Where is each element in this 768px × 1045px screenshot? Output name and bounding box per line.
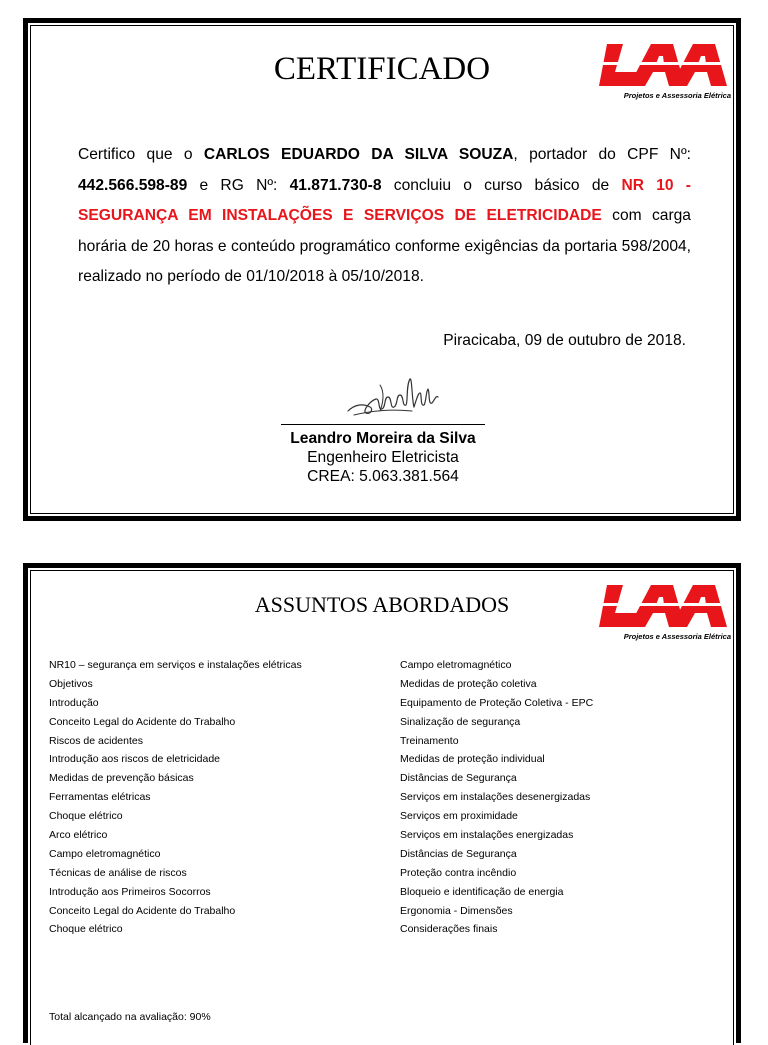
list-item: Campo eletromagnético [49, 847, 161, 860]
list-item: Técnicas de análise de riscos [49, 866, 187, 879]
signature-line [281, 424, 485, 425]
list-item: Considerações finais [400, 923, 498, 936]
logo-subtitle: Projetos e Assessoria Elétrica [623, 632, 731, 641]
signer-role: Engenheiro Eletricista [307, 449, 459, 466]
list-item: Treinamento [400, 734, 459, 747]
list-item: Conceito Legal do Acidente do Trabalho [49, 715, 236, 728]
evaluation-total: Total alcançado na avaliação: 90% [49, 1011, 211, 1023]
list-item: Serviços em instalações desenergizadas [400, 791, 591, 804]
signer-name: Leandro Moreira da Silva [290, 430, 476, 447]
list-item: Serviços em instalações energizadas [400, 829, 574, 842]
list-item: Sinalização de segurança [400, 715, 521, 728]
list-item: Ergonomia - Dimensões [400, 904, 513, 917]
list-item: Equipamento de Proteção Coletiva - EPC [400, 696, 594, 709]
list-item: Choque elétrico [49, 810, 123, 823]
body-text-5: com carga horária de 20 horas e conteúdo programático conforme exigências da portaria 598/2004, realizado no período de 01/10/2018 à 05/10/2018. [78, 207, 691, 285]
topics-card [23, 563, 741, 1043]
list-item: Arco elétrico [49, 829, 108, 842]
topics-list-left [49, 656, 302, 939]
cpf-number: 442.566.598-89 [78, 176, 188, 194]
list-item: Serviços em proximidade [400, 810, 518, 823]
list-item: Campo eletromagnético [400, 659, 512, 671]
list-item: Ferramentas elétricas [49, 791, 151, 804]
topics-list-right [400, 656, 593, 939]
participant-name: CARLOS EDUARDO DA SILVA SOUZA [203, 146, 514, 163]
rg-number: 41.871.730-8 [289, 176, 382, 194]
list-item: Introdução aos Primeiros Socorros [49, 885, 211, 898]
list-item: Introdução [49, 696, 99, 709]
list-item: Choque elétrico [49, 923, 123, 936]
certificate-card [23, 18, 741, 521]
list-item: Medidas de prevenção básicas [49, 772, 194, 785]
body-text-1: Certifico que o [78, 146, 204, 163]
certificate-body [78, 140, 691, 293]
body-text-3: e RG Nº: [187, 176, 290, 194]
signature-icon [340, 371, 444, 423]
list-item: Distâncias de Segurança [400, 847, 517, 860]
list-item: Medidas de proteção coletiva [400, 677, 537, 690]
list-item: Riscos de acidentes [49, 734, 143, 747]
body-text-4: concluiu o curso básico de [381, 176, 622, 194]
list-item: Medidas de proteção individual [400, 753, 545, 766]
list-item: NR10 – segurança em serviços e instalações elétricas [49, 659, 302, 671]
place-date: Piracicaba, 09 de outubro de 2018. [443, 332, 686, 349]
logo-subtitle: Projetos e Assessoria Elétrica [623, 91, 731, 100]
list-item: Conceito Legal do Acidente do Trabalho [49, 904, 236, 917]
course-name: NR 10 - SEGURANÇA EM INSTALAÇÕES E SERVIÇOS DE ELETRICIDADE [78, 176, 692, 224]
list-item: Objetivos [49, 677, 93, 690]
topics-title: ASSUNTOS ABORDADOS [254, 592, 510, 617]
list-item: Introdução aos riscos de eletricidade [49, 753, 221, 766]
list-item: Bloqueio e identificação de energia [400, 885, 564, 898]
list-item: Distâncias de Segurança [400, 772, 517, 785]
page-title: CERTIFICADO [273, 51, 491, 87]
body-text-2: , portador do CPF Nº: [513, 146, 691, 163]
list-item: Proteção contra incêndio [400, 866, 517, 879]
signer-crea: CREA: 5.063.381.564 [307, 468, 459, 485]
